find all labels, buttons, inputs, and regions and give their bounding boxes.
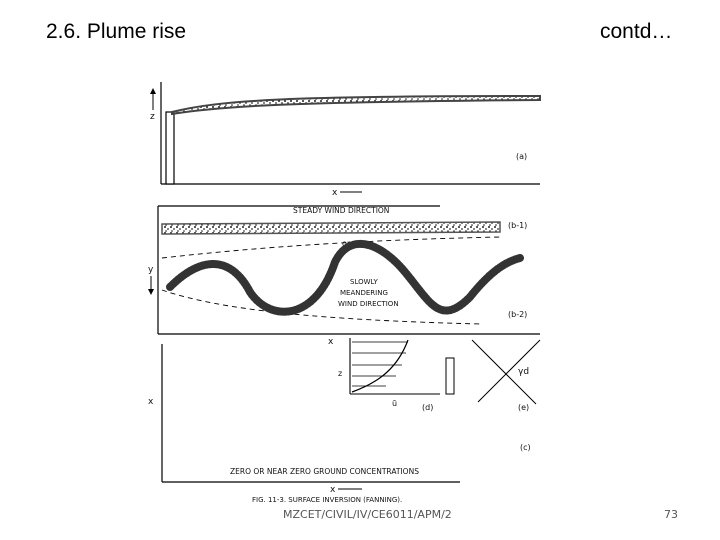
x-axis-label-c: x [330,485,336,495]
page-number: 73 [664,508,678,521]
gamma-d-label: γd [518,367,530,377]
contd-label: contd… [600,20,673,43]
or-label: or [342,239,351,248]
footer-course-code: MZCET/CIVIL/IV/CE6011/APM/2 [283,508,452,521]
panel-b1-tag: (b-1) [508,221,528,230]
lapse-line-2 [478,340,540,402]
panel-b [148,206,540,334]
plume-b1 [162,222,500,234]
slide-title: 2.6. Plume rise [46,20,187,43]
panel-b2-tag: (b-2) [508,310,528,319]
z-axis-label-a: z [150,112,155,122]
y-axis-label-c: x [148,397,154,407]
plume-a [172,96,540,114]
x-axis-label-c-top: x [328,337,334,347]
panel-c [148,337,531,495]
y-arrowhead-b [148,289,154,295]
figure-caption: FIG. 11-3. SURFACE INVERSION (FANNING). [252,496,403,504]
u-label-d: ū [392,399,398,408]
meander-label-line2: MEANDERING [340,289,388,297]
spread-boundary-upper [162,237,500,258]
panel-e-tag: (e) [518,403,530,412]
x-axis-label-a: x [332,188,338,198]
y-axis-label-b: y [148,265,154,275]
stack-d [446,358,454,394]
panel-a [150,82,540,198]
z-label-d: z [338,369,343,378]
z-arrowhead-a [150,88,156,94]
inset-e [472,340,540,412]
stack-a [166,112,174,184]
inset-d [338,338,454,412]
panel-a-tag: (a) [516,152,528,161]
plume-fanning-figure [140,82,550,507]
ground-concentration-note: ZERO OR NEAR ZERO GROUND CONCENTRATIONS [230,467,419,476]
panel-c-tag: (c) [520,443,531,452]
wind-profile-curve [352,340,408,392]
meander-label-line3: WIND DIRECTION [338,300,399,308]
meander-label-line1: SLOWLY [350,278,378,286]
steady-wind-label: STEADY WIND DIRECTION [293,206,390,215]
panel-d-tag: (d) [422,403,434,412]
